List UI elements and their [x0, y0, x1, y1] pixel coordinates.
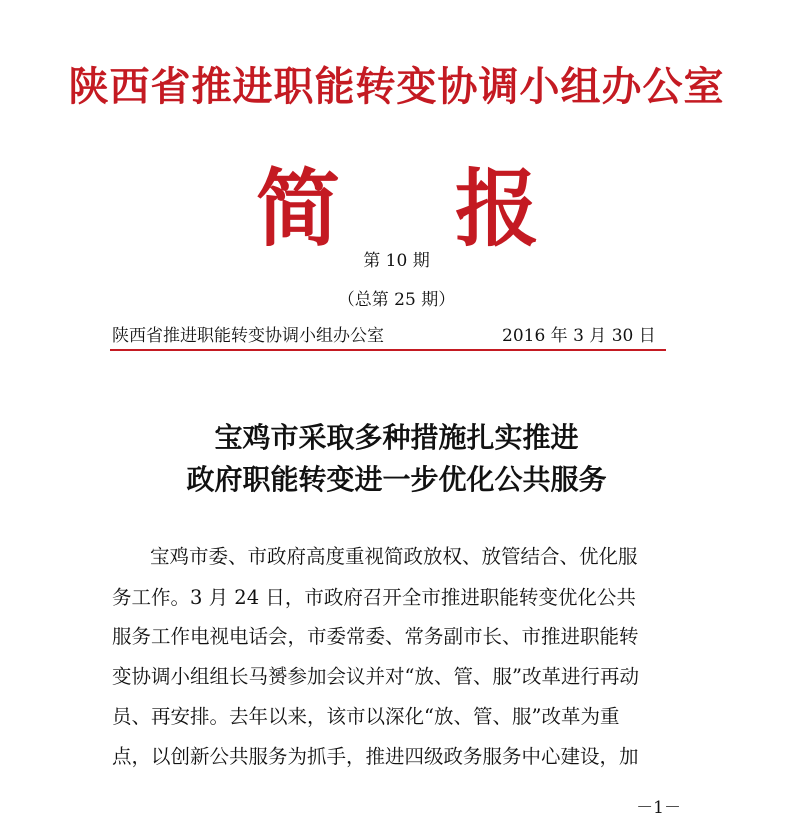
issuer-name: 陕西省推进职能转变协调小组办公室: [112, 326, 384, 346]
report-title-char-1: 简: [256, 159, 341, 258]
body-line: 点，以创新公共服务为抓手，推进四级政务服务中心建设，加: [112, 745, 639, 768]
report-title-char-2: 报: [455, 159, 540, 258]
header-divider: [110, 349, 666, 351]
body-line: 务工作。3 月 24 日，市政府召开全市推进职能转变优化公共: [112, 586, 636, 609]
article-title-line-1: 宝鸡市采取多种措施扎实推进: [214, 421, 579, 454]
total-issue-number: （总第 25 期）: [337, 290, 456, 310]
page-number: －1－: [636, 798, 681, 818]
issue-date: 2016 年 3 月 30 日: [502, 326, 656, 346]
body-line: 服务工作电视电话会，市委常委、常务副市长、市推进职能转: [112, 625, 639, 648]
issuer-date-row: [112, 321, 672, 347]
report-title: [0, 142, 793, 258]
issue-number: 第 10 期: [363, 251, 430, 271]
body-line: 员、再安排。去年以来，该市以深化“放、管、服”改革为重: [112, 705, 620, 728]
organization-header: 陕西省推进职能转变协调小组办公室: [68, 63, 725, 110]
body-line: 变协调小组组长马赟参加会议并对“放、管、服”改革进行再动: [112, 665, 639, 688]
body-line: 宝鸡市委、市政府高度重视简政放权、放管结合、优化服: [150, 545, 638, 568]
article-title-line-2: 政府职能转变进一步优化公共服务: [186, 463, 607, 496]
